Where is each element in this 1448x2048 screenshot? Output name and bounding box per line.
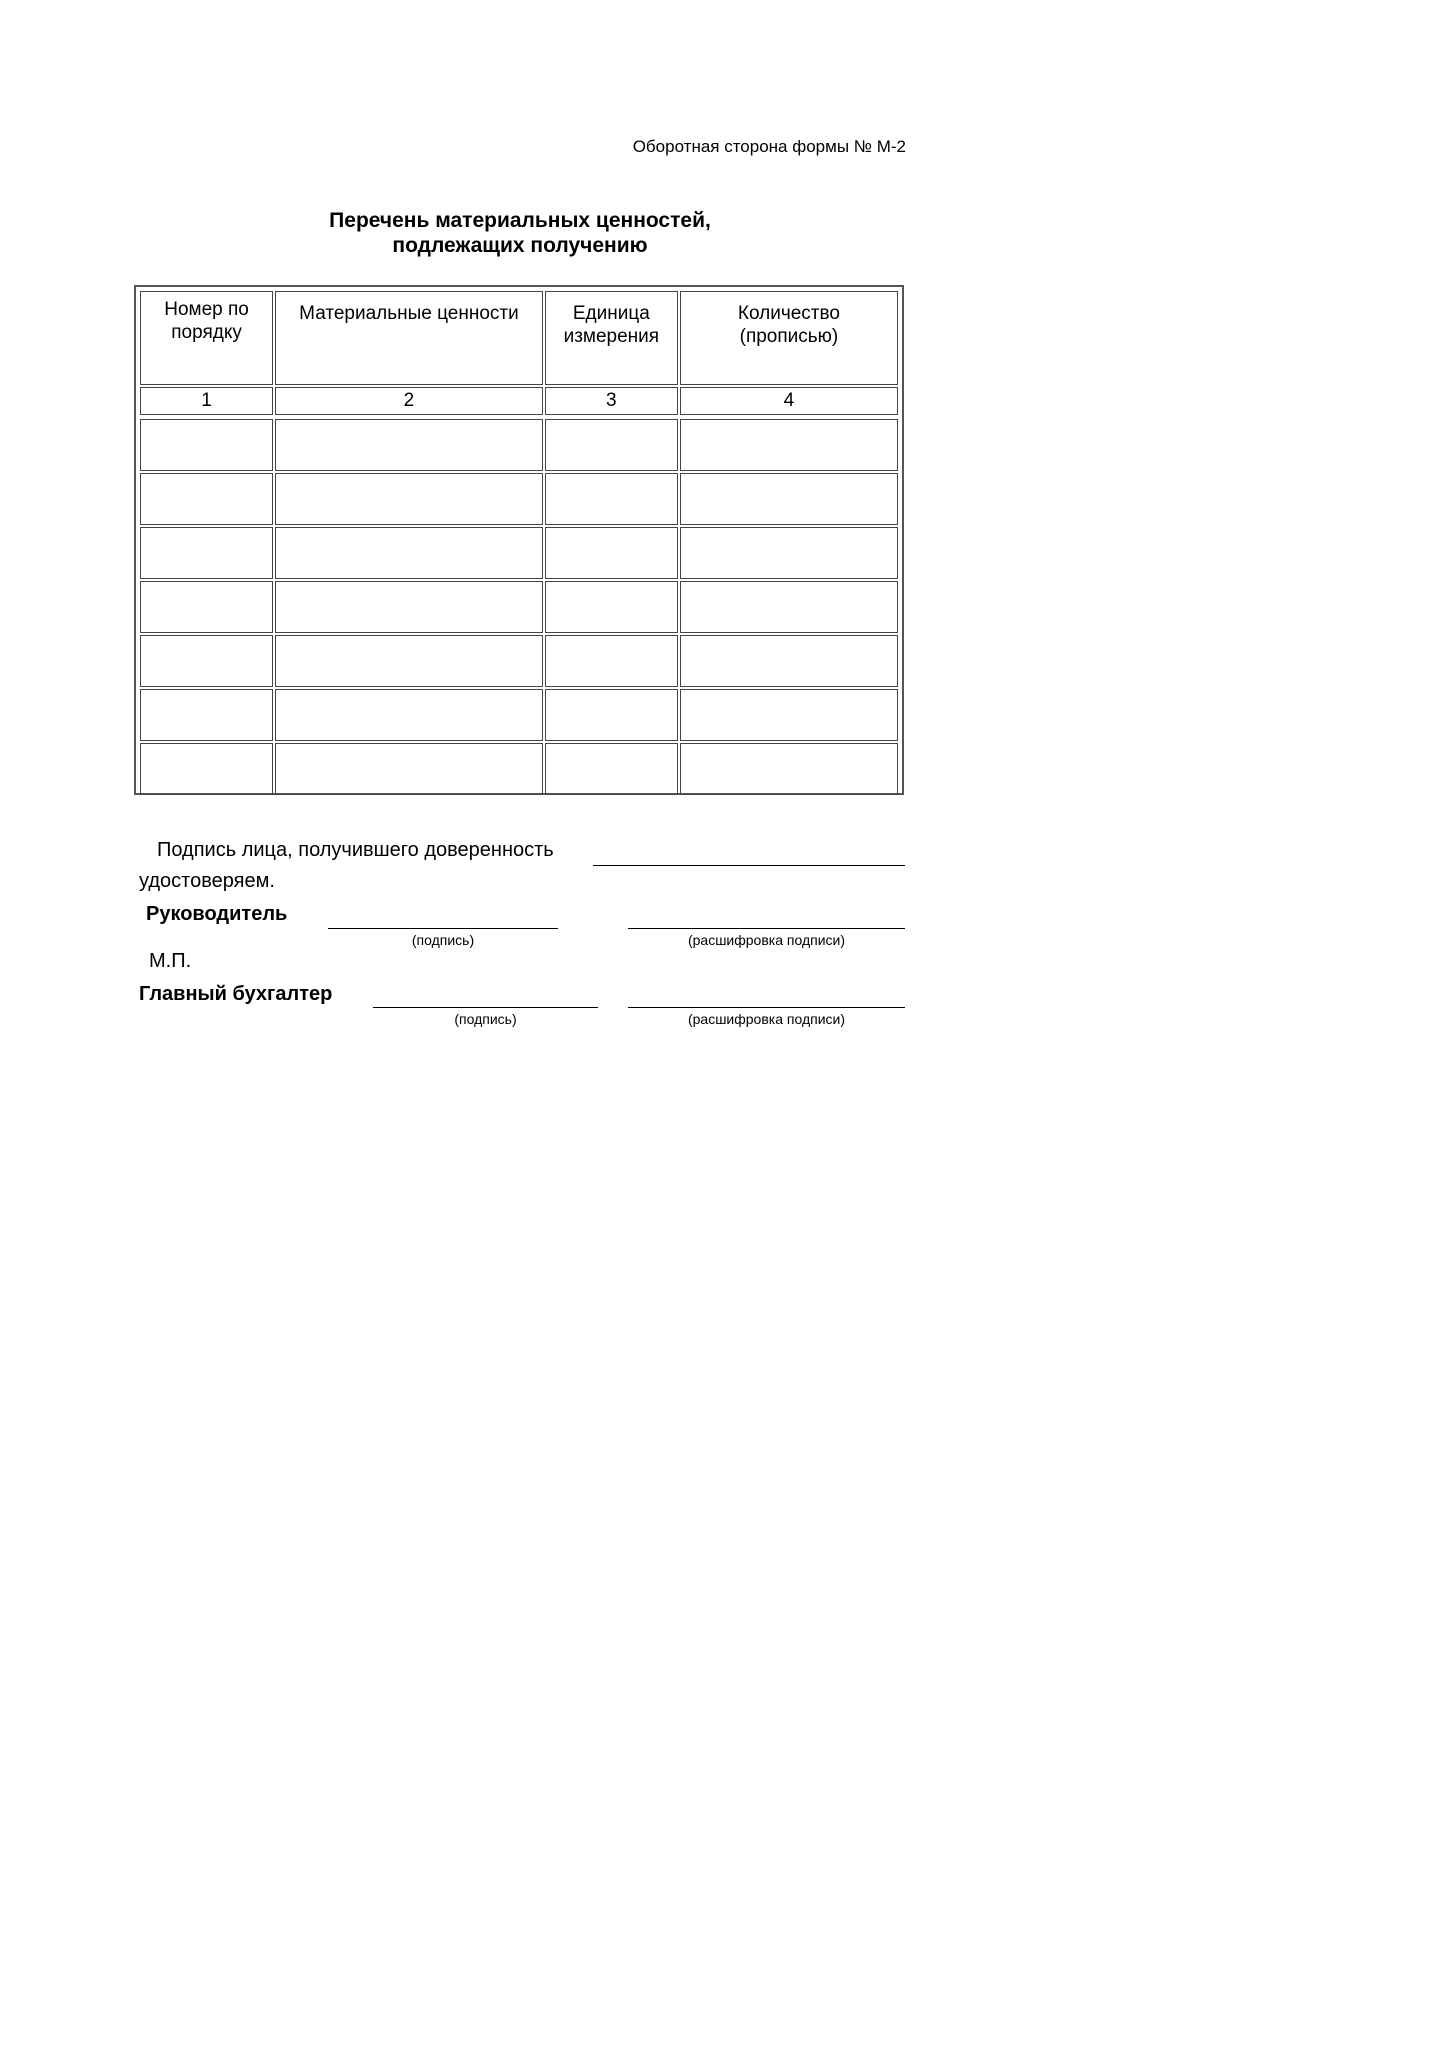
table-cell[interactable]	[680, 689, 898, 741]
table-cell[interactable]	[680, 743, 898, 795]
column-header-quantity: Количество (прописью)	[680, 291, 898, 385]
chief-accountant-label: Главный бухгалтер	[139, 983, 333, 1005]
column-header-materials: Материальные ценности	[275, 291, 543, 385]
head-label: Руководитель	[146, 903, 288, 925]
table-cell[interactable]	[545, 419, 678, 471]
recipient-signature-label: Подпись лица, получившего доверенность	[157, 839, 554, 861]
table-cell[interactable]	[275, 635, 543, 687]
table-cell[interactable]	[275, 419, 543, 471]
table-cell[interactable]	[545, 743, 678, 795]
page-title	[260, 208, 780, 258]
table-cell[interactable]	[545, 689, 678, 741]
table-number-row	[140, 387, 898, 415]
table-cell[interactable]	[140, 473, 273, 525]
table-row	[140, 689, 898, 741]
materials-table	[138, 289, 900, 797]
table-cell[interactable]	[275, 473, 543, 525]
materials-table-frame	[134, 285, 904, 795]
table-cell[interactable]	[545, 581, 678, 633]
stamp-label: М.П.	[149, 950, 192, 972]
column-number-4: 4	[680, 387, 898, 415]
recipient-signature-line[interactable]	[593, 865, 905, 866]
chief-accountant-decoding-line[interactable]	[628, 1007, 905, 1008]
title-line-1: Перечень материальных ценностей,	[329, 209, 711, 232]
table-row	[140, 527, 898, 579]
table-cell[interactable]	[275, 689, 543, 741]
table-row	[140, 743, 898, 795]
table-row	[140, 473, 898, 525]
table-cell[interactable]	[140, 689, 273, 741]
column-number-1: 1	[140, 387, 273, 415]
form-side-label: Оборотная сторона формы № М-2	[632, 137, 906, 156]
table-cell[interactable]	[680, 419, 898, 471]
table-cell[interactable]	[275, 743, 543, 795]
chief-accountant-signature-line[interactable]	[373, 1007, 598, 1008]
table-header-row	[140, 291, 898, 385]
table-cell[interactable]	[545, 473, 678, 525]
table-row	[140, 581, 898, 633]
table-cell[interactable]	[275, 527, 543, 579]
head-signature-line[interactable]	[328, 928, 558, 929]
head-decoding-line[interactable]	[628, 928, 905, 929]
table-cell[interactable]	[545, 527, 678, 579]
table-cell[interactable]	[545, 635, 678, 687]
table-cell[interactable]	[140, 635, 273, 687]
head-decoding-caption: (расшифровка подписи)	[687, 932, 846, 948]
column-header-number: Номер по порядку	[140, 291, 273, 385]
column-number-2: 2	[275, 387, 543, 415]
column-header-unit: Единица измерения	[545, 291, 678, 385]
column-number-3: 3	[545, 387, 678, 415]
table-cell[interactable]	[680, 473, 898, 525]
table-cell[interactable]	[140, 581, 273, 633]
title-line-2: подлежащих получению	[392, 234, 648, 257]
chief-accountant-signature-caption: (подпись)	[454, 1011, 517, 1027]
table-cell[interactable]	[275, 581, 543, 633]
table-row	[140, 419, 898, 471]
table-cell[interactable]	[680, 635, 898, 687]
table-cell[interactable]	[140, 419, 273, 471]
table-row	[140, 635, 898, 687]
table-cell[interactable]	[140, 743, 273, 795]
table-cell[interactable]	[680, 527, 898, 579]
certify-label: удостоверяем.	[139, 870, 275, 892]
chief-accountant-decoding-caption: (расшифровка подписи)	[687, 1011, 846, 1027]
head-signature-caption: (подпись)	[411, 932, 475, 948]
table-cell[interactable]	[680, 581, 898, 633]
table-cell[interactable]	[140, 527, 273, 579]
